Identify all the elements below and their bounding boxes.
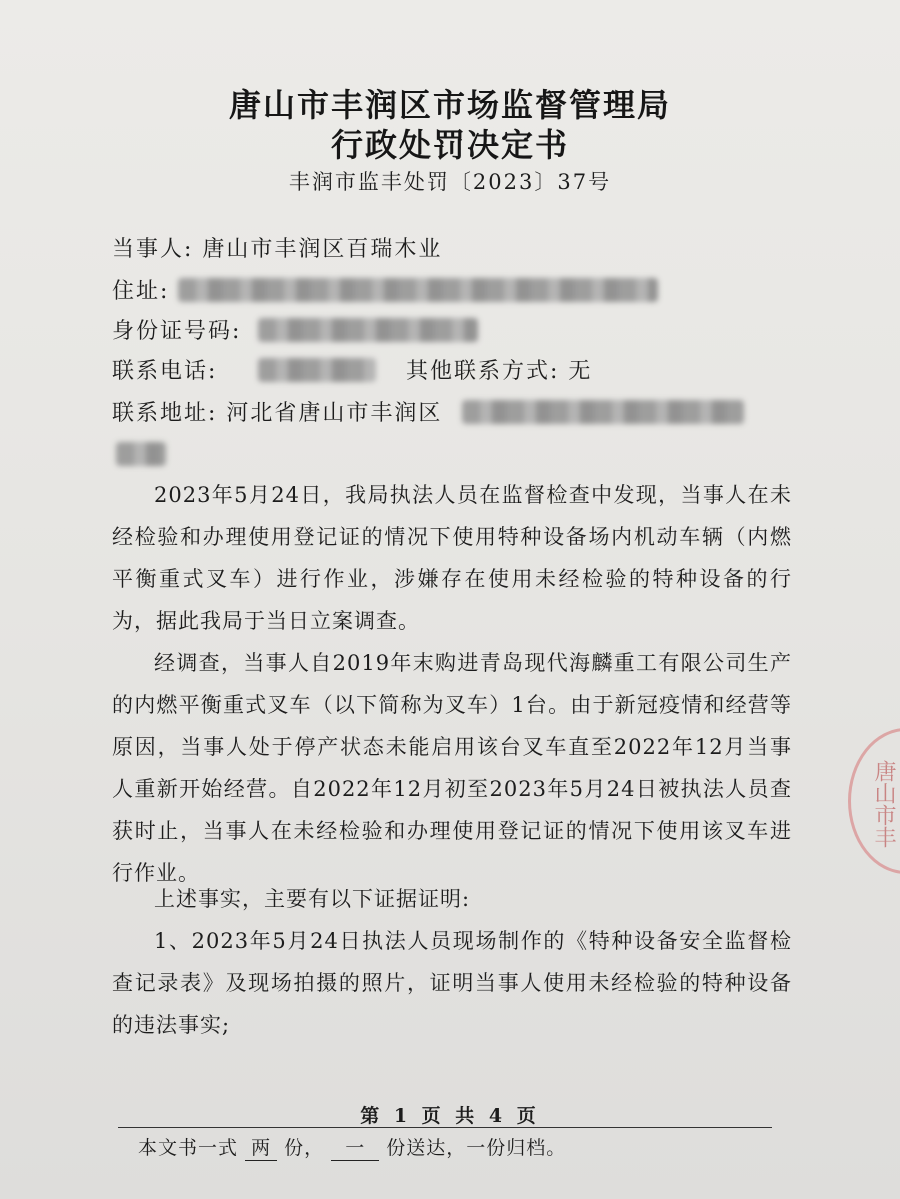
- served-count: 一: [331, 1133, 379, 1161]
- id-number-label: 身份证号码:: [112, 319, 242, 344]
- copies-count: 两: [245, 1133, 277, 1161]
- document-number: 丰润市监丰处罚〔2023〕37号: [288, 170, 612, 194]
- other-contact-value: 无: [568, 359, 593, 384]
- copies-prefix: 本文书一式: [138, 1137, 239, 1159]
- copies-statement: [138, 1133, 566, 1161]
- party-label: 当事人:: [112, 237, 194, 262]
- copies-suffix: 份送达，一份归档。: [386, 1137, 567, 1159]
- paragraph-discovery: 2023年5月24日，我局执法人员在监督检查中发现，当事人在未经检验和办理使用登记证的情况下使用特种设备场内机动车辆（内燃平衡重式叉车）进行作业，涉嫌存在使用未经检验的特种设备的行为，据此我局于当日立案调查。: [112, 483, 792, 633]
- seal-lettering: 唐山市丰: [871, 760, 896, 848]
- document-type-title: 行政处罚决定书: [330, 126, 569, 164]
- contact-address-row: [112, 396, 442, 427]
- paragraph-investigation: 经调查，当事人自2019年末购进青岛现代海麟重工有限公司生产的内燃平衡重式叉车（以下简称为叉车）1台。由于新冠疫情和经营等原因，当事人处于停产状态未能启用该台叉车直至2022年12月当事人重新开始经营。自2022年12月初至2023年5月24日被执法人员查获时止，当事人在未经检验和办理使用登记证的情况下使用该叉车进行作业。: [112, 651, 792, 885]
- other-contact-row: [406, 354, 592, 385]
- redacted-address: [178, 278, 658, 302]
- copies-mid: 份，: [284, 1137, 325, 1159]
- contact-address-value: 河北省唐山市丰润区: [226, 401, 443, 426]
- paragraph-evidence-intro: 上述事实，主要有以下证据证明:: [154, 887, 471, 911]
- page-number: 第 1 页 共 4 页: [360, 1105, 540, 1127]
- agency-title: 唐山市丰润区市场监督管理局: [228, 86, 671, 124]
- redacted-id-number: [258, 318, 478, 342]
- redacted-contact-address: [462, 400, 744, 424]
- redacted-contact-address-cont: [116, 442, 166, 466]
- address-label: 住址:: [112, 279, 170, 304]
- other-contact-label: 其他联系方式:: [406, 359, 560, 384]
- phone-label: 联系电话:: [112, 359, 218, 384]
- party-value: 唐山市丰润区百瑞木业: [202, 237, 443, 262]
- party-row: [112, 232, 442, 263]
- paragraph-evidence-1: 1、2023年5月24日执法人员现场制作的《特种设备安全监督检查记录表》及现场拍摄的照片，证明当事人使用未经检验的特种设备的违法事实;: [112, 929, 792, 1037]
- redacted-phone: [258, 358, 376, 382]
- contact-address-label: 联系地址:: [112, 401, 218, 426]
